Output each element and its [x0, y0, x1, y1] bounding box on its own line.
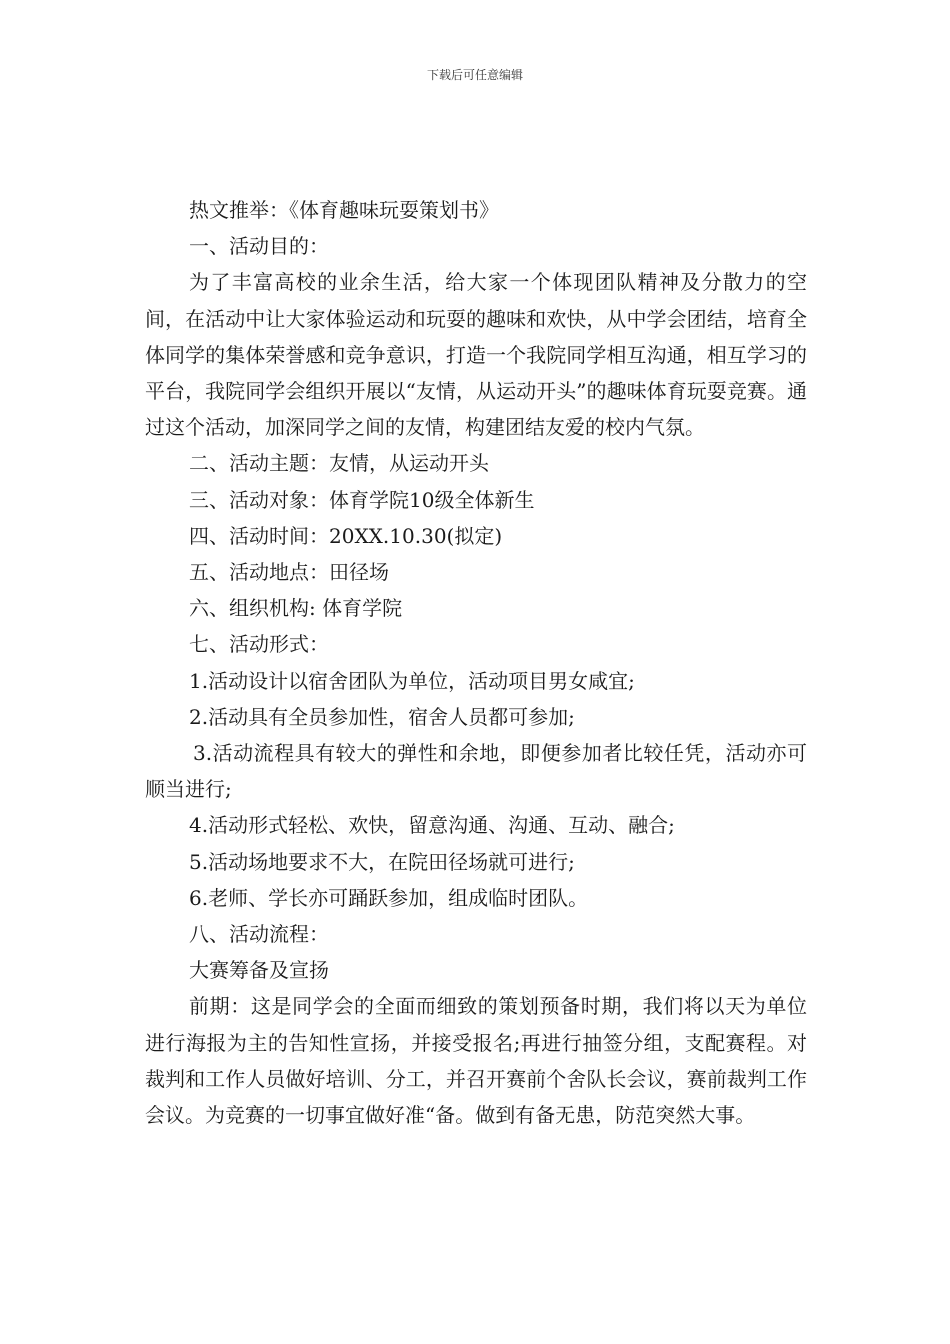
item-time: 四、活动时间：20XX.10.30(拟定) [189, 523, 503, 548]
format-item-4: 4.活动形式轻松、欢快，留意沟通、沟通、互动、融合; [189, 813, 675, 838]
format-item-1: 1.活动设计以宿舍团队为单位，活动项目男女咸宜; [189, 668, 635, 693]
paragraph-purpose: 为了丰富高校的业余生活，给大家一个体现团队精神及分散力的空间，在活动中让大家体验运动和玩耍的趣味和欢快，从中学会团结，培育全体同学的集体荣誉感和竞争意识，打造一个我院同学相互沟通，相互学习的平台，我院同学会组织开展以“友情，从运动开头”的趣味体育玩耍竞赛。通过这个活动，加深同学之间的友情，构建团结友爱的校内气氛。 [145, 270, 807, 440]
subheading-preparation: 大赛筹备及宣扬 [189, 958, 329, 983]
heading-purpose: 一、活动目的： [189, 234, 329, 259]
document-body [145, 192, 807, 1133]
format-item-2: 2.活动具有全员参加性，宿舍人员都可参加; [189, 704, 575, 729]
item-audience: 三、活动对象：体育学院10级全体新生 [189, 487, 535, 512]
item-theme: 二、活动主题：友情，从运动开头 [189, 451, 489, 476]
page-header: 下载后可任意编辑 [426, 68, 523, 82]
format-item-5: 5.活动场地要求不大，在院田径场就可进行; [189, 849, 575, 874]
format-item-3: 3.活动流程具有较大的弹性和余地，即便参加者比较任凭，活动亦可顺当进行; [145, 741, 807, 802]
paragraph-early-stage: 前期：这是同学会的全面而细致的策划预备时期，我们将以天为单位进行海报为主的告知性宣扬，并接受报名;再进行抽签分组，支配赛程。对裁判和工作人员做好培训、分工，并召开赛前个舍队长会议，赛前裁判工作会议。为竞赛的一切事宜做好准“备。做到有备无患，防范突然大事。 [145, 994, 807, 1128]
format-item-6: 6.老师、学长亦可踊跃参加，组成临时团队。 [189, 885, 589, 910]
item-location: 五、活动地点：田径场 [189, 560, 389, 585]
heading-format: 七、活动形式： [189, 632, 329, 657]
item-organizer: 六、组织机构: 体育学院 [189, 596, 403, 621]
paragraph-recommend: 热文推举：《体育趣味玩耍策划书》 [189, 198, 499, 222]
heading-process: 八、活动流程： [189, 922, 329, 947]
